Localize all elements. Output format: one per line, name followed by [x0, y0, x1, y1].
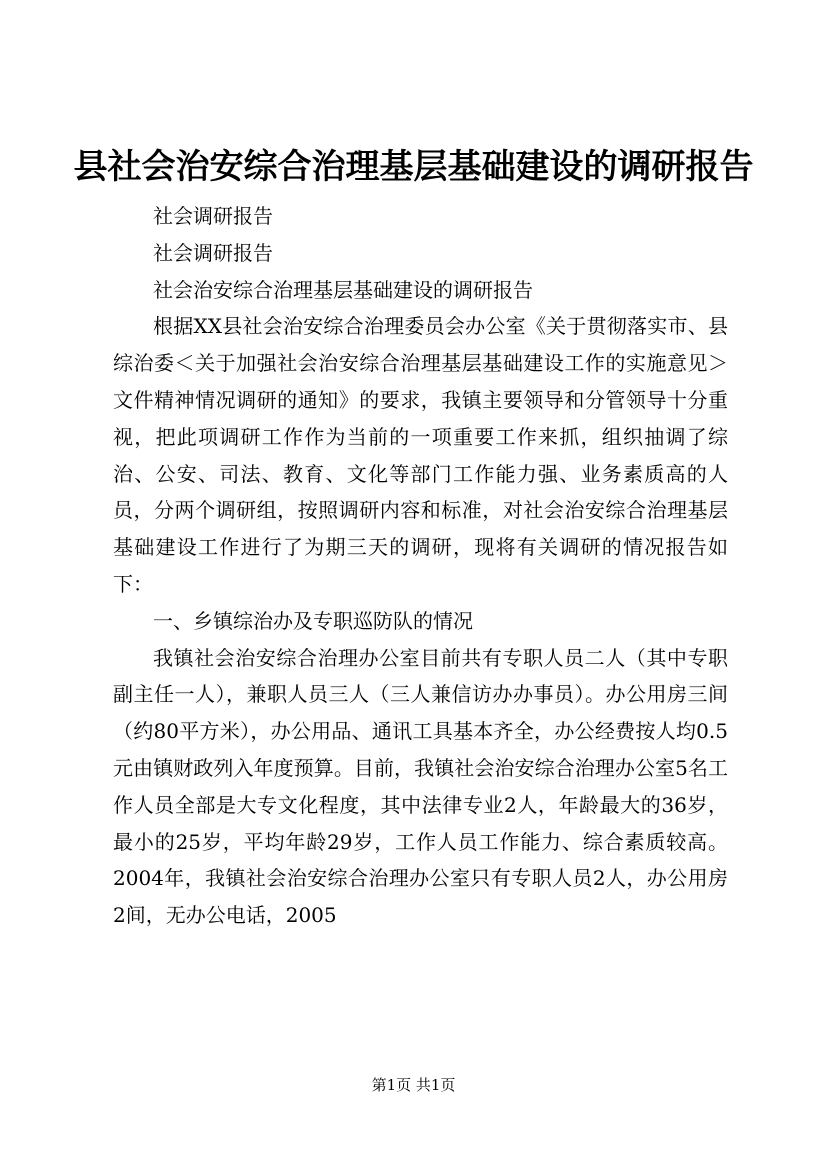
document-title: 县社会治安综合治理基层基础建设的调研报告 — [73, 147, 754, 187]
paragraph-report-heading: 社会治安综合治理基层基础建设的调研报告 — [153, 277, 533, 302]
paragraph-subtitle-2: 社会调研报告 — [153, 240, 273, 265]
document-body — [113, 198, 728, 934]
paragraph-introduction: 根据XX县社会治安综合治理委员会办公室《关于贯彻落实市、县综治委＜关于加强社会治安综合治理基层基础建设工作的实施意见＞文件精神情况调研的通知》的要求，我镇主要领导和分管领导十分重视，把此项调研工作作为当前的一项重要工作来抓，组织抽调了综治、公安、司法、教育、文化等部门工作能力强、业务素质高的人员，分两个调研组，按照调研内容和标准，对社会治安综合治理基层基础建设工作进行了为期三天的调研，现将有关调研的情况报告如下： — [113, 314, 728, 596]
paragraph-section-1-body: 我镇社会治安综合治理办公室目前共有专职人员二人（其中专职副主任一人），兼职人员三人（三人兼信访办办事员）。办公用房三间（约80平方米），办公用品、通讯工具基本齐全，办公经费按人均0.5元由镇财政列入年度预算。目前，我镇社会治安综合治理办公室5名工作人员全部是大专文化程度，其中法律专业2人，年龄最大的36岁，最小的25岁，平均年龄29岁，工作人员工作能力、综合素质较高。2004年，我镇社会治安综合治理办公室只有专职人员2人，办公用房2间，无办公电话，2005 — [113, 645, 728, 928]
paragraph-subtitle-1: 社会调研报告 — [153, 204, 273, 228]
page-number-footer: 第1页 共1页 — [371, 1076, 456, 1094]
section-heading-1: 一、乡镇综治办及专职巡防队的情况 — [153, 608, 473, 633]
